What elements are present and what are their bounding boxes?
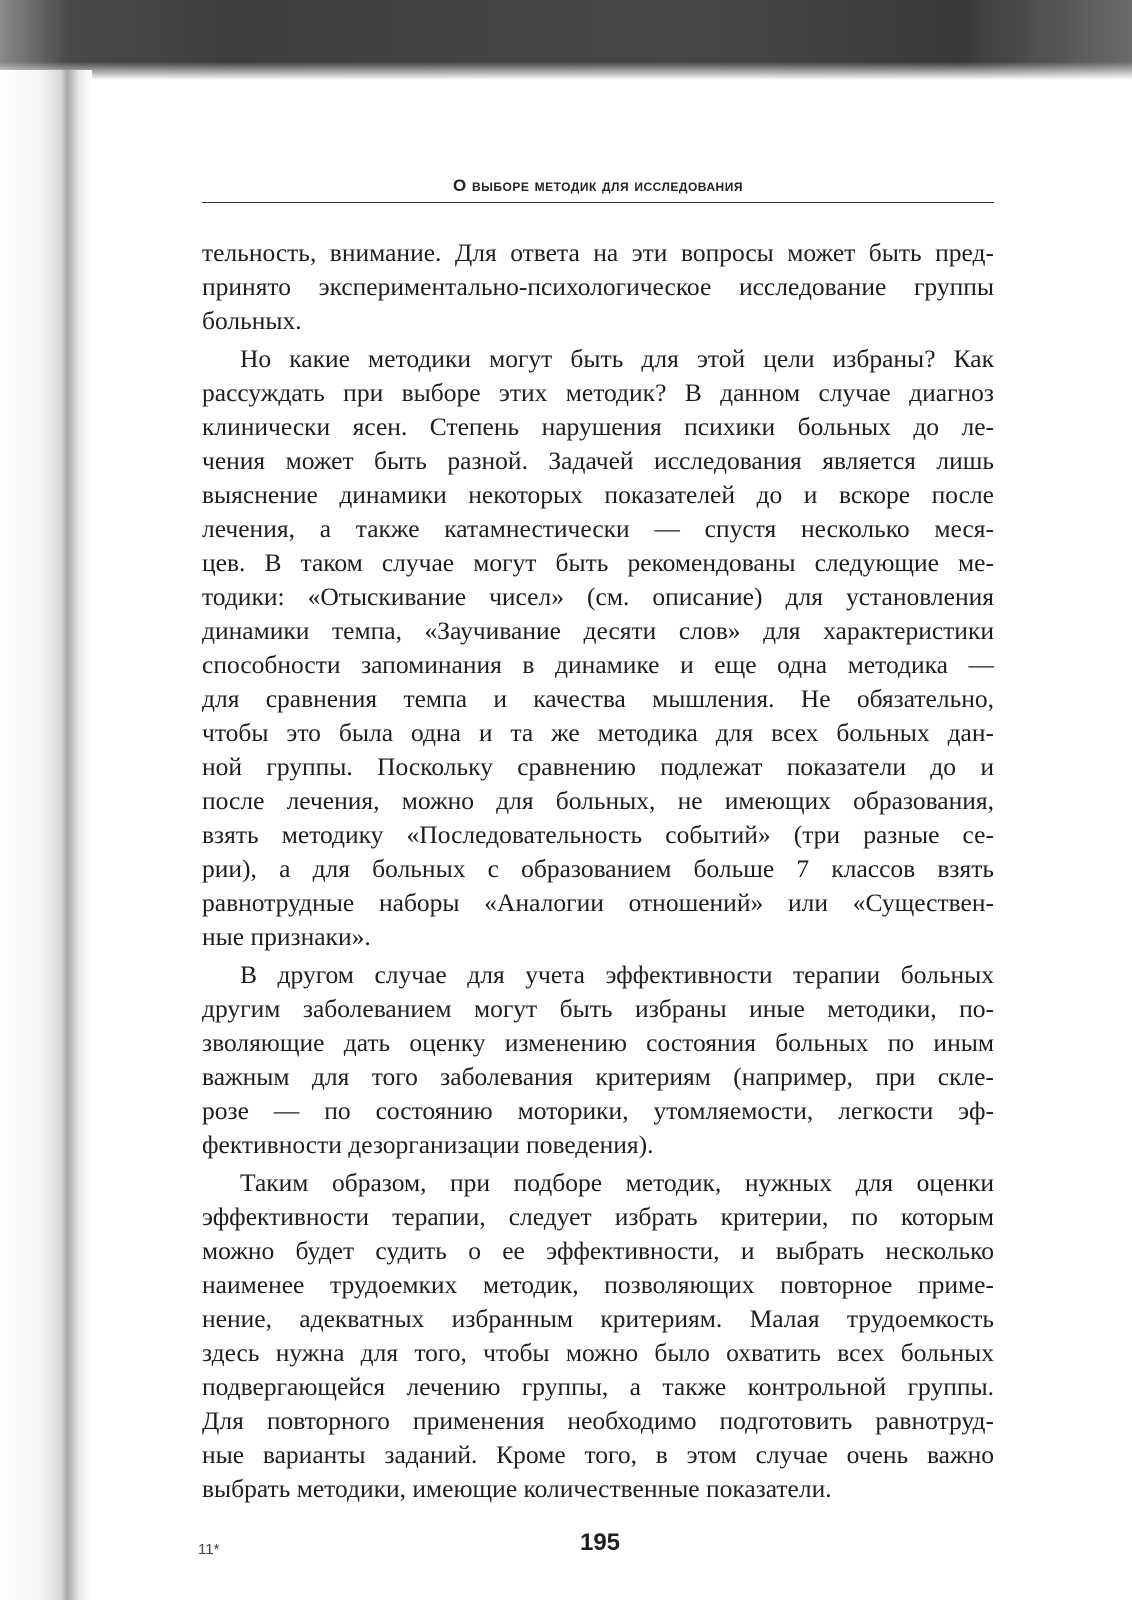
text-line: можно будет судить о ее эффективности, и выбрать несколько [202, 1236, 994, 1265]
text-line: взять методику «Последовательность событий» (три разные се- [202, 820, 994, 849]
text-line: здесь нужна для того, чтобы можно было охватить всех больных [202, 1338, 994, 1367]
text-line: фективности дезорганизации поведения). [202, 1130, 654, 1159]
body-text [202, 236, 994, 1506]
running-head-rule [202, 202, 994, 203]
paragraph [202, 342, 994, 954]
text-line: способности запоминания в динамике и еще одна методика — [202, 650, 994, 679]
scan-spine-shadow [0, 70, 92, 1600]
text-line: розе — по состоянию моторики, утомляемости, легкости эф- [202, 1096, 994, 1125]
running-head: О выборе методик для исследования [453, 176, 743, 195]
signature-mark: 11* [198, 1541, 220, 1558]
text-line: подвергающейся лечению группы, а также контрольной группы. [202, 1372, 994, 1401]
text-line: наименее трудоемких методик, позволяющих повторное приме- [202, 1270, 994, 1299]
text-line: цев. В таком случае могут быть рекомендованы следующие ме- [202, 548, 994, 577]
text-line: Таким образом, при подборе методик, нужных для оценки [240, 1168, 994, 1197]
text-line: другим заболеванием могут быть избраны иные методики, по- [202, 994, 994, 1023]
text-line: зволяющие дать оценку изменению состояния больных по иным [202, 1028, 994, 1057]
text-line: больных. [202, 306, 302, 335]
text-line: тодики: «Отыскивание чисел» (см. описание) для установления [202, 582, 994, 611]
text-line: равнотрудные наборы «Аналогии отношений» или «Существен- [202, 888, 994, 917]
text-line: ные варианты заданий. Кроме того, в этом случае очень важно [202, 1440, 994, 1469]
text-line: выяснение динамики некоторых показателей до и вскоре после [202, 480, 994, 509]
text-line: клинически ясен. Степень нарушения психики больных до ле- [202, 412, 994, 441]
text-line: для сравнения темпа и качества мышления. Не обязательно, [202, 684, 994, 713]
text-line: эффективности терапии, следует избрать критерии, по которым [202, 1202, 994, 1231]
text-line: ные признаки». [202, 922, 371, 951]
paragraph [202, 958, 994, 1162]
text-line: выбрать методики, имеющие количественные показатели. [202, 1474, 832, 1503]
paragraph [202, 236, 994, 338]
text-line: Но какие методики могут быть для этой цели избраны? Как [240, 344, 994, 373]
text-line: динамики темпа, «Заучивание десяти слов» для характеристики [202, 616, 994, 645]
text-line: чтобы это была одна и та же методика для всех больных дан- [202, 718, 994, 747]
text-line: тельность, внимание. Для ответа на эти вопросы может быть пред- [202, 238, 994, 267]
page-number: 195 [579, 1529, 621, 1556]
paragraph [202, 1166, 994, 1506]
text-line: В другом случае для учета эффективности терапии больных [240, 960, 994, 989]
text-line: нение, адекватных избранным критериям. Малая трудоемкость [202, 1304, 994, 1333]
text-line: после лечения, можно для больных, не имеющих образования, [202, 786, 994, 815]
text-line: принято экспериментально-психологическое исследование группы [202, 272, 994, 301]
text-line: чения может быть разной. Задачей исследования является лишь [202, 446, 994, 475]
text-line: лечения, а также катамнестически — спустя несколько меся- [202, 514, 994, 543]
scan-top-shadow [0, 0, 1132, 80]
text-line: Для повторного применения необходимо подготовить равнотруд- [202, 1406, 994, 1435]
text-line: рии), а для больных с образованием больше 7 классов взять [202, 854, 994, 883]
text-line: ной группы. Поскольку сравнению подлежат показатели до и [202, 752, 994, 781]
text-line: рассуждать при выборе этих методик? В данном случае диагноз [202, 378, 994, 407]
text-line: важным для того заболевания критериям (например, при скле- [202, 1062, 994, 1091]
